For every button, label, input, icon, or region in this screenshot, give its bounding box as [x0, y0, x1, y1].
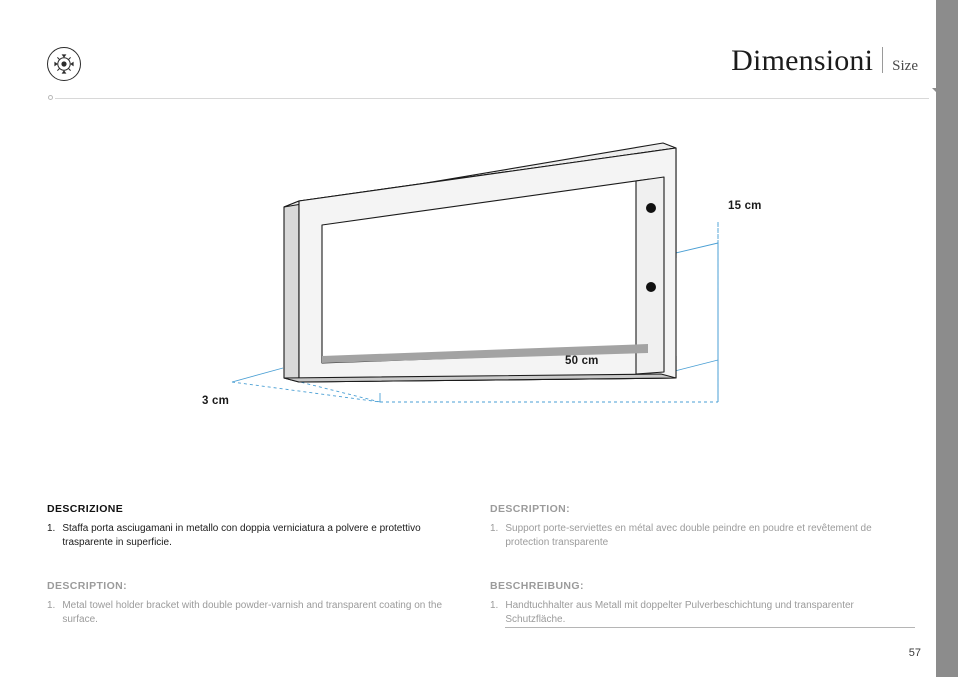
description-block-english	[47, 579, 472, 627]
title-separator	[882, 47, 883, 73]
dimension-label-height: 15 cm	[728, 200, 762, 212]
description-block-italian	[47, 502, 472, 550]
description-row	[47, 599, 472, 627]
description-row	[490, 522, 915, 550]
description-heading-french: DESCRIPTION:	[490, 503, 571, 515]
page-title-sub: Size	[892, 58, 918, 74]
description-heading-italian: DESCRIZIONE	[47, 503, 124, 515]
header-divider-dot-icon	[48, 95, 53, 100]
page-title-main: Dimensioni	[731, 44, 874, 77]
description-block-french	[490, 502, 915, 550]
description-number: 1.	[490, 600, 499, 611]
description-text-italian: Staffa porta asciugamani in metallo con doppia verniciatura a polvere e protettivo trasparente in superficie.	[62, 523, 421, 548]
page-title	[731, 44, 918, 76]
dimension-label-width: 50 cm	[565, 355, 599, 367]
description-row	[47, 522, 472, 550]
description-block-german	[490, 579, 915, 628]
dimension-label-depth: 3 cm	[202, 395, 230, 407]
description-text-french: Support porte-serviettes en métal avec double peindre en poudre et revêtement de protection transparente	[505, 523, 872, 548]
description-row	[490, 599, 915, 628]
description-number: 1.	[490, 523, 499, 534]
description-heading-german: BESCHREIBUNG:	[490, 580, 584, 592]
product-technical-drawing	[0, 110, 958, 480]
description-heading-english: DESCRIPTION:	[47, 580, 128, 592]
description-text-german: Handtuchhalter aus Metall mit doppelter Pulverbeschichtung und transparenter Schutzfläche.	[505, 599, 915, 628]
description-number: 1.	[47, 600, 56, 611]
header-divider	[55, 98, 929, 99]
page-number: 57	[908, 647, 921, 659]
description-text-english: Metal towel holder bracket with double powder-varnish and transparent coating on the surface.	[62, 600, 443, 625]
description-number: 1.	[47, 523, 56, 534]
brand-emblem-icon	[47, 47, 81, 81]
